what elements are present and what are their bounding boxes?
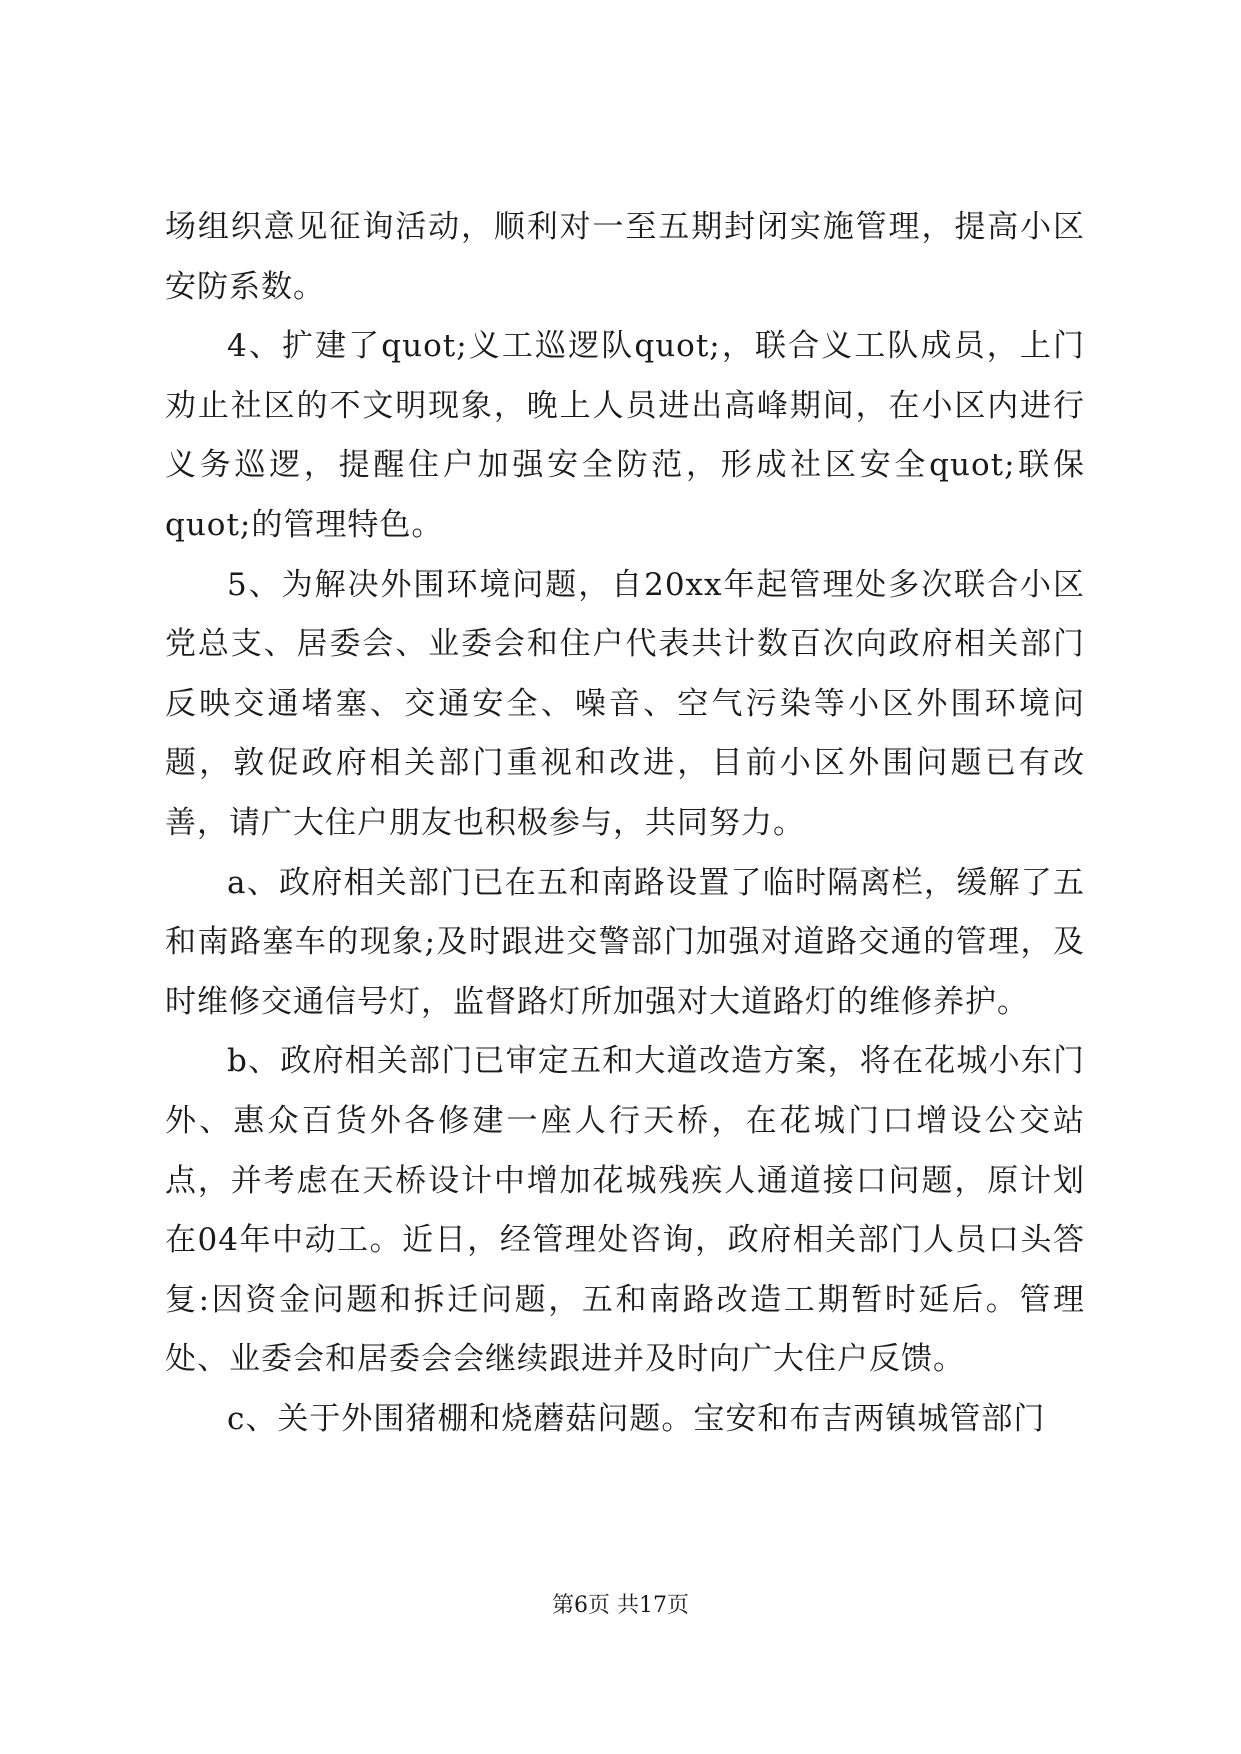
document-body: [165, 198, 1085, 1449]
page-number-label: 第6页 共17页: [552, 1593, 689, 1618]
paragraph-item-a: a、政府相关部门已在五和南路设置了临时隔离栏，缓解了五和南路塞车的现象;及时跟进交警部门加强对道路交通的管理，及时维修交通信号灯，监督路灯所加强对大道路灯的维修养护。: [165, 864, 1085, 1020]
paragraph-item-c: c、关于外围猪棚和烧蘑菇问题。宝安和布吉两镇城管部门: [227, 1400, 1046, 1437]
paragraph-item-b: b、政府相关部门已审定五和大道改造方案，将在花城小东门外、惠众百货外各修建一座人行天桥，在花城门口增设公交站点，并考虑在天桥设计中增加花城残疾人通道接口问题，原计划在04年中动工。近日，经管理处咨询，政府相关部门人员口头答复:因资金问题和拆迁问题，五和南路改造工期暂时延后。管理处、业委会和居委会会继续跟进并及时向广大住户反馈。: [165, 1043, 1085, 1378]
paragraph-item-4: 4、扩建了quot;义工巡逻队quot;，联合义工队成员，上门劝止社区的不文明现象，晚上人员进出高峰期间，在小区内进行义务巡逻，提醒住户加强安全防范，形成社区安全quot;联保quot;的管理特色。: [165, 328, 1085, 543]
paragraph-item-5: 5、为解决外围环境问题，自20xx年起管理处多次联合小区党总支、居委会、业委会和住户代表共计数百次向政府相关部门反映交通堵塞、交通安全、噪音、空气污染等小区外围环境问题，敦促政府相关部门重视和改进，目前小区外围问题已有改善，请广大住户朋友也积极参与，共同努力。: [165, 566, 1085, 841]
page-footer: [0, 1588, 1241, 1619]
paragraph-continuation: 场组织意见征询活动，顺利对一至五期封闭实施管理，提高小区安防系数。: [165, 209, 1085, 305]
